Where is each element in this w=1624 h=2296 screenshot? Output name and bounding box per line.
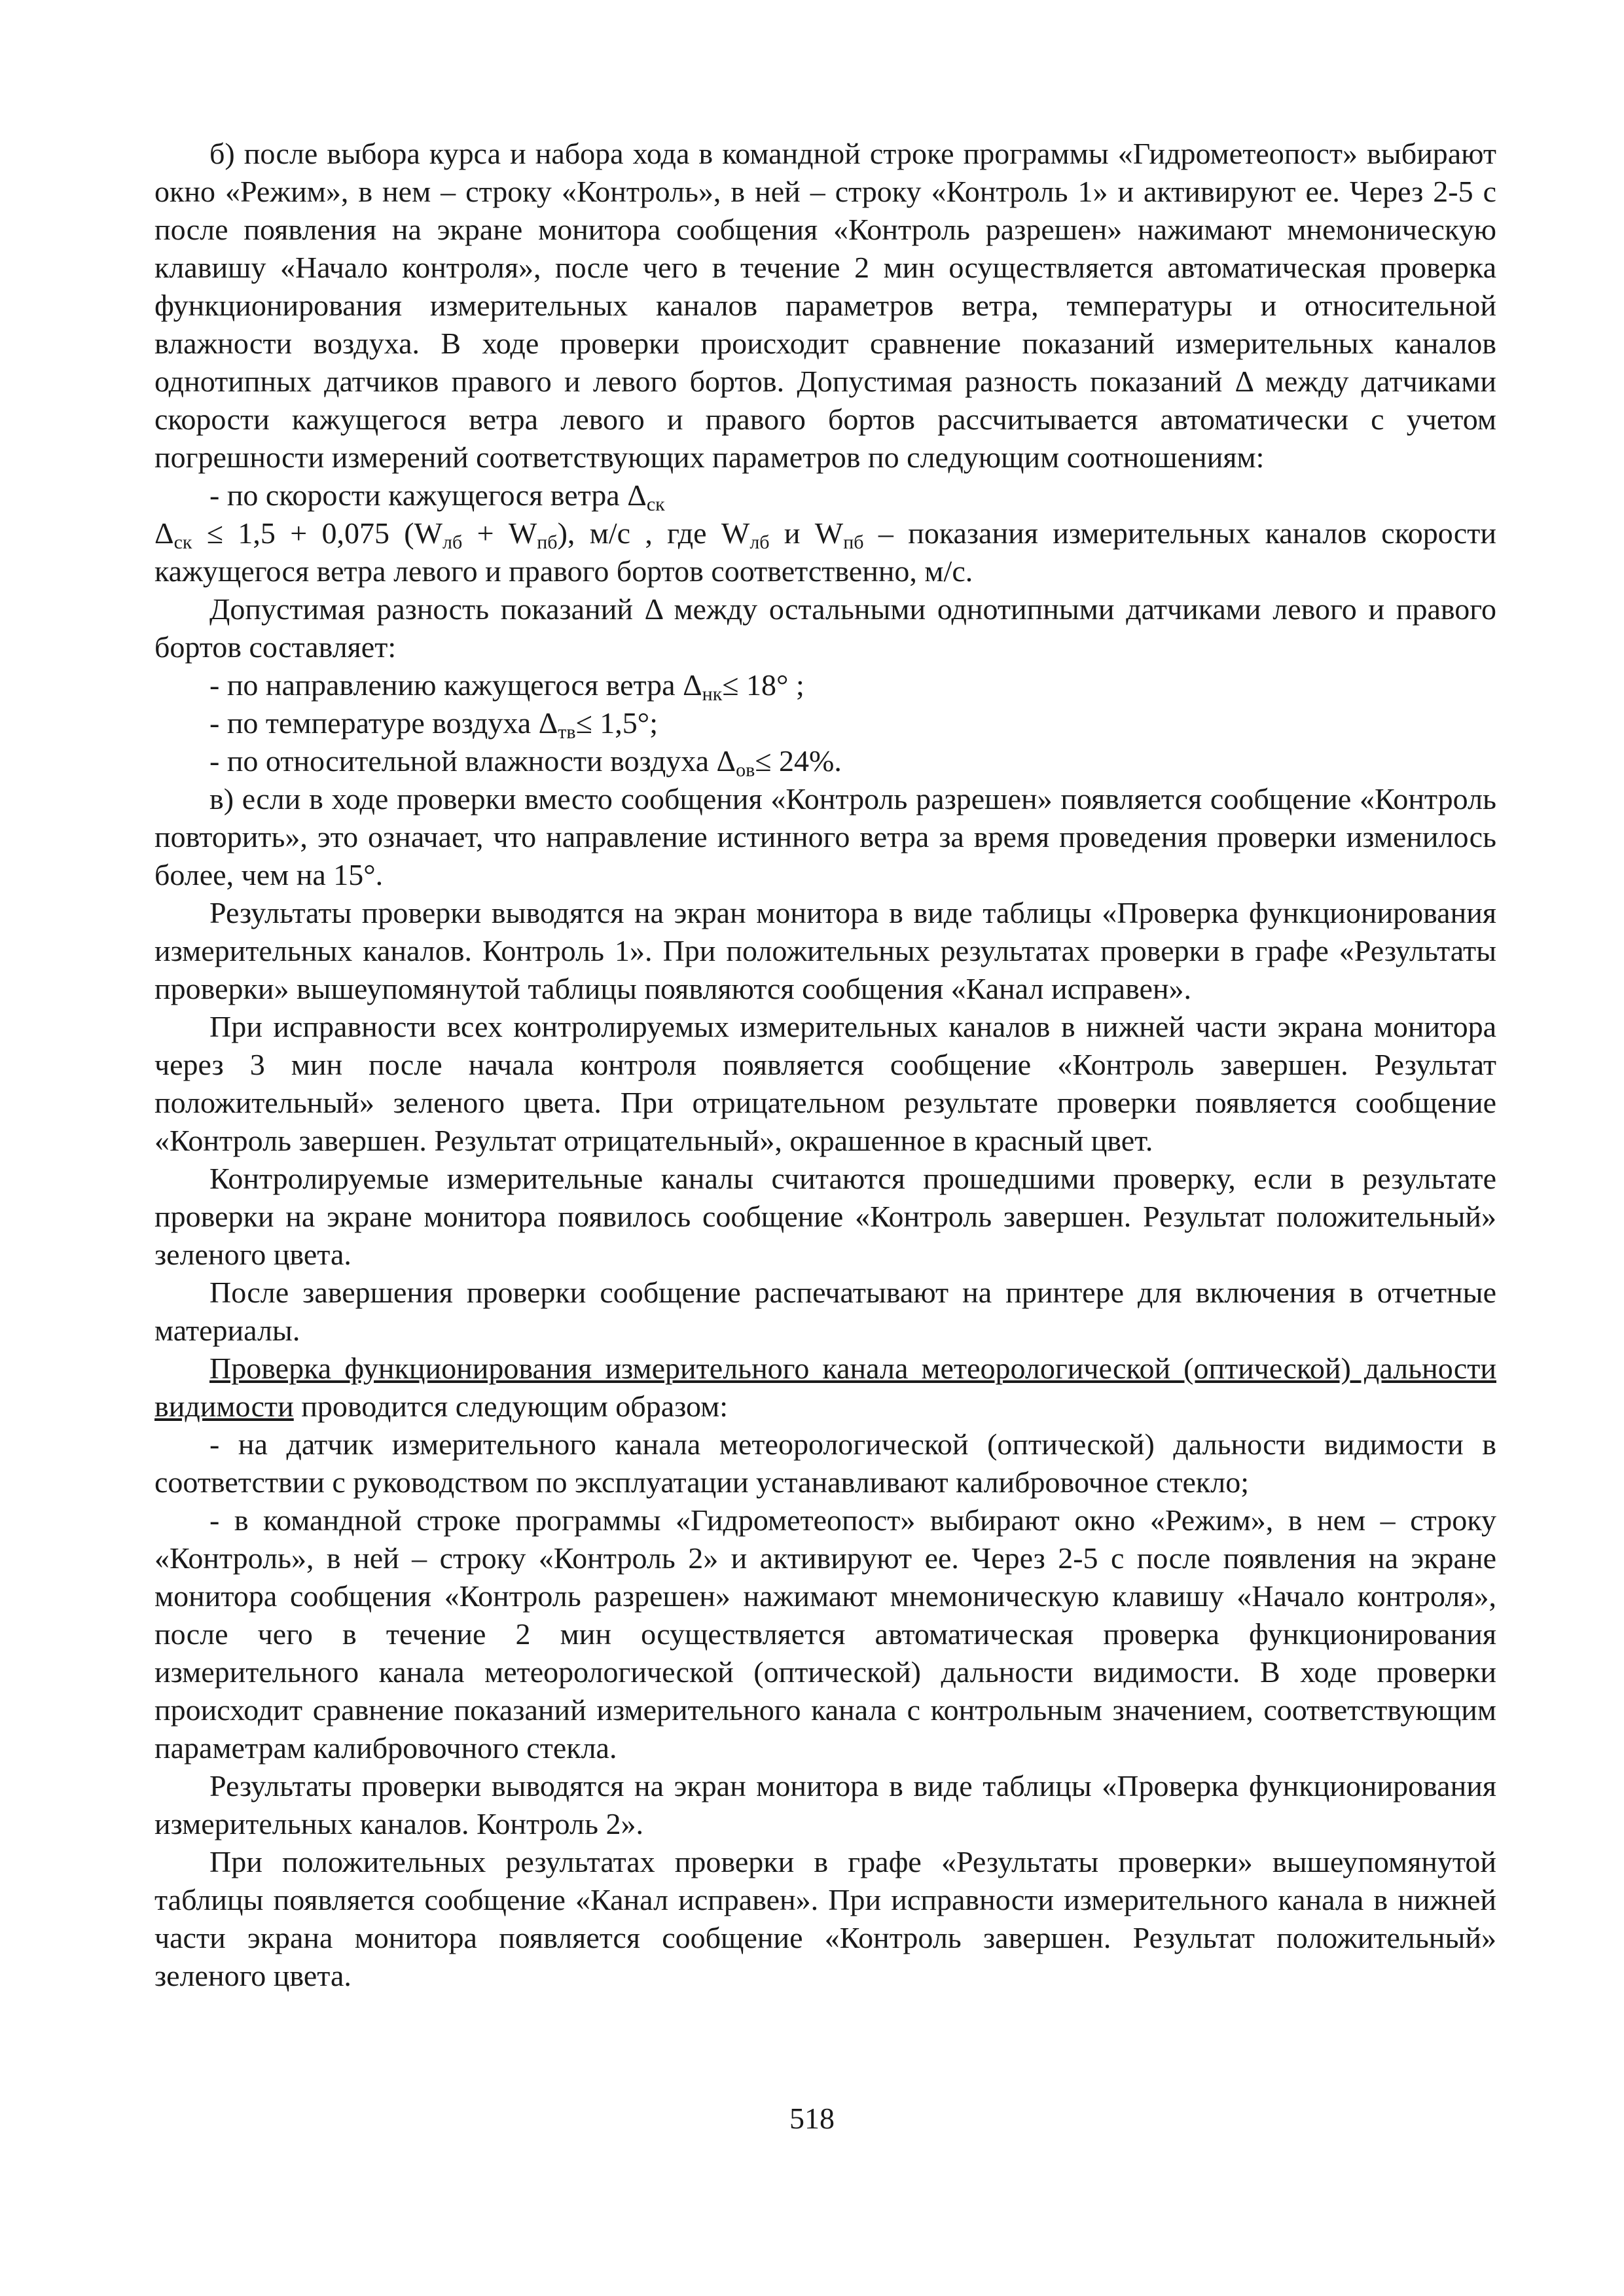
list-item-wind-speed — [154, 476, 1496, 514]
formula-paragraph — [154, 514, 1496, 590]
subscript: лб — [442, 531, 463, 553]
formula-delta: Δ — [154, 516, 174, 550]
page-number: 518 — [789, 2102, 835, 2135]
list-item-control-2: - в командной строке программы «Гидрометеопост» выбирают окно «Режим», в нем – строку «Контроль», в ней – строку «Контроль 2» и активируют ее. Через 2-5 с после появления на экране монитора сообщения «Контроль разрешен» нажимают мнемоническую клавишу «Начало контроля», после чего в течение 2 мин осуществляется автоматическая проверка функционирования измерительного канала метеорологической (оптической) дальности видимости. В ходе проверки происходит сравнение показаний измерительного канала с контрольным значением, соответствующим параметрам калибровочного стекла. — [154, 1503, 1496, 1765]
paragraph-step-c: в) если в ходе проверки вместо сообщения «Контроль разрешен» появляется сообщение «Контроль повторить», это означает, что направление истинного ветра за время проведения проверки изменилось более, чем на 15°. — [154, 782, 1496, 891]
formula-text: и W — [769, 516, 844, 550]
list-item-text: - по температуре воздуха Δ — [209, 706, 558, 740]
list-item-humidity — [154, 742, 1496, 780]
paragraph-passed: Контролируемые измерительные каналы считаются прошедшими проверку, если в результате проверки на экране монитора появилось сообщение «Контроль завершен. Результат положительный» зеленого цвета. — [154, 1162, 1496, 1271]
list-item-text: - по относительной влажности воздуха Δ — [209, 744, 736, 778]
paragraph-all-ok: При исправности всех контролируемых измерительных каналов в нижней части экрана монитора через 3 мин после начала контроля появляется сообщение «Контроль завершен. Результат положительный» зеленого цвета. При отрицательном результате проверки появляется сообщение «Контроль завершен. Результат отрицательный», окрашенное в красный цвет. — [154, 1010, 1496, 1157]
formula-text: – показания измерительных каналов скорости кажущегося ветра левого и правого бортов соответственно, м/с. — [154, 516, 1496, 588]
subscript: ск — [646, 493, 665, 515]
paragraph-results-2: Результаты проверки выводятся на экран монитора в виде таблицы «Проверка функционирования измерительных каналов. Контроль 2». — [154, 1769, 1496, 1840]
paragraph-print: После завершения проверки сообщение распечатывают на принтере для включения в отчетные материалы. — [154, 1276, 1496, 1347]
subscript: ск — [173, 531, 192, 553]
formula-text: ), м/с , где W — [557, 516, 750, 550]
list-item-wind-direction — [154, 666, 1496, 704]
paragraph-visibility-check — [154, 1350, 1496, 1426]
list-item-text: - по скорости кажущегося ветра Δ — [209, 478, 647, 512]
body-text — [154, 135, 1496, 1995]
subscript: пб — [843, 531, 864, 553]
formula-text: ≤ 1,5 + 0,075 (W — [192, 516, 443, 550]
paragraph-positive-results: При положительных результатах проверки в графе «Результаты проверки» вышеупомянутой таблицы появляется сообщение «Канал исправен». При исправности измерительного канала в нижней части экрана монитора появляется сообщение «Контроль завершен. Результат положительный» зеленого цвета. — [154, 1845, 1496, 1992]
paragraph-tolerance: Допустимая разность показаний Δ между остальными однотипными датчиками левого и правого бортов составляет: — [154, 592, 1496, 664]
paragraph-step-b: б) после выбора курса и набора хода в командной строке программы «Гидрометеопост» выбирают окно «Режим», в нем – строку «Контроль», в ней – строку «Контроль 1» и активируют ее. Через 2-5 с после появления на экране монитора сообщения «Контроль разрешен» нажимают мнемоническую клавишу «Начало контроля», после чего в течение 2 мин осуществляется автоматическая проверка функционирования измерительных каналов параметров ветра, температуры и относительной влажности воздуха. В ходе проверки происходит сравнение показаний измерительных каналов однотипных датчиков правого и левого бортов. Допустимая разность показаний Δ между датчиками скорости кажущегося ветра левого и правого бортов рассчитывается автоматически с учетом погрешности измерений соответствующих параметров по следующим соотношениям: — [154, 137, 1496, 474]
list-item-value: ≤ 1,5°; — [575, 706, 658, 740]
list-item-calibration-glass: - на датчик измерительного канала метеорологической (оптической) дальности видимости в соответствии с руководством по эксплуатации устанавливают калибровочное стекло; — [154, 1427, 1496, 1499]
section-heading-underlined: Проверка функционирования измерительного канала метеорологической (оптической) дальности видимости — [154, 1352, 1496, 1423]
formula-text: + W — [462, 516, 537, 550]
list-item-value: ≤ 18° ; — [722, 668, 804, 702]
subscript: пб — [537, 531, 558, 553]
paragraph-results-1: Результаты проверки выводятся на экран монитора в виде таблицы «Проверка функционирования измерительных каналов. Контроль 1». При положительных результатах проверки в графе «Результаты проверки» вышеупомянутой таблицы появляются сообщения «Канал исправен». — [154, 896, 1496, 1005]
list-item-value: ≤ 24%. — [755, 744, 842, 778]
paragraph-text: проводится следующим образом: — [293, 1390, 729, 1423]
list-item-air-temperature — [154, 704, 1496, 742]
list-item-text: - по направлению кажущегося ветра Δ — [209, 668, 702, 702]
subscript: ов — [736, 759, 755, 781]
subscript: нк — [702, 683, 723, 705]
subscript: тв — [558, 721, 576, 743]
subscript: лб — [749, 531, 770, 553]
